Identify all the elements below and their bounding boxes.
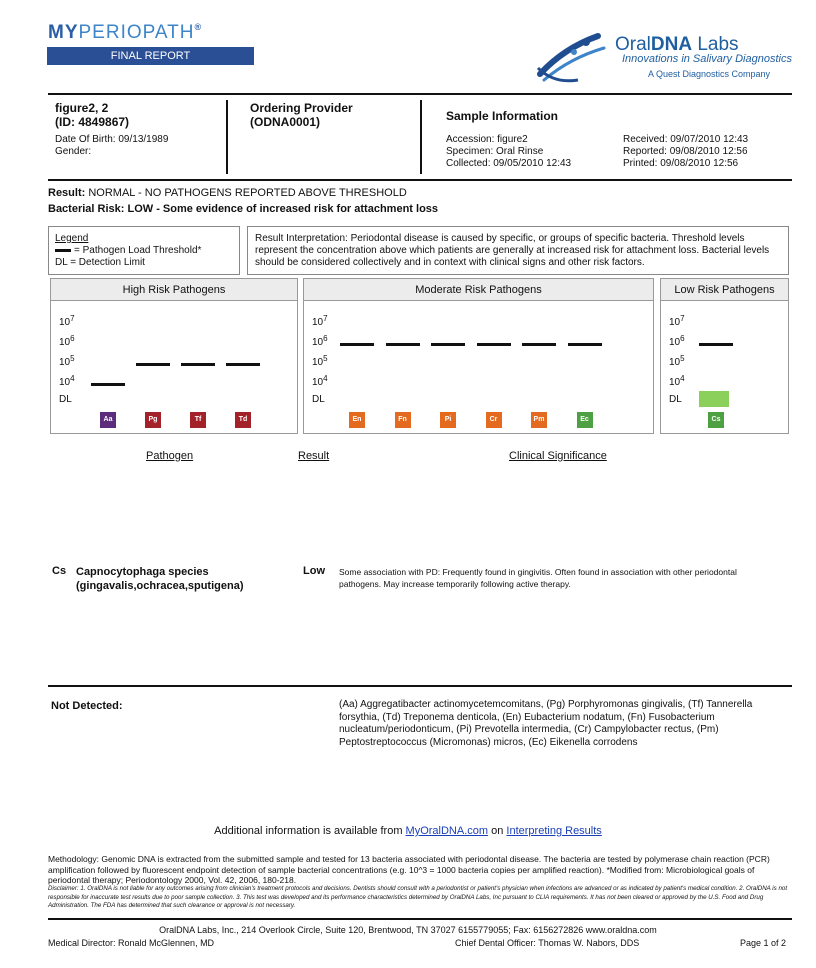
col-pathogen: Pathogen	[146, 450, 194, 462]
patient-gender: Gender:	[55, 146, 92, 157]
threshold-line-aa	[91, 383, 125, 386]
bacterial-risk	[48, 203, 438, 215]
finding-code: Cs	[52, 565, 67, 577]
interpretation-label: Result Interpretation:	[255, 233, 348, 244]
y-tick-label: $10^6$	[59, 334, 75, 348]
legend-threshold-text: = Pathogen Load Threshold*	[74, 245, 202, 256]
y-tick-label: $10^7$	[59, 314, 75, 328]
brand-reg: ®	[194, 22, 203, 32]
finding-name-1: Capnocytophaga species	[76, 566, 209, 578]
chart-title: High Risk Pathogens	[51, 279, 297, 301]
not-detected-list: (Aa) Aggregatibacter actinomycetemcomitans, (Pg) Porphyromonas gingivalis, (Tf) Tannerella forsythia, (Td) Treponema denticola, (En) Eubacterium nodatum, (Fn) Fusobacterium nucleatum/periodonticum, (Pi) Prevotella intermedia, (Cr) Campylobacter rectus, (Pm) Peptostreptococcus (Micromonas) micros, (Ec) Eikenella corrodens	[339, 699, 753, 748]
interpretation-box	[247, 226, 789, 275]
threshold-line-tf	[181, 363, 215, 366]
legend-dl: DL = Detection Limit	[55, 257, 145, 268]
disclaimer: Disclaimer: 1. OralDNA is not liable for any outcomes arising from clinician's treatment protocols and decisions. Dentists should consult with a periodontist or patient's physician when infections are advanced or as indicated by patient's medical condition. 2. OralDNA is not responsible for inaccurate test results due to poor sample collection. 3. This test was developed and its performance characteristics determined by OralDNA Labs, Inc pursuant to CLIA requirements. It has not been cleared or approved by the U.S. Food and Drug Administration. The FDA has determined that such clearance or approval is not necessary.	[48, 885, 788, 909]
finding-name	[76, 565, 244, 593]
ordering-provider-title: Ordering Provider	[250, 101, 353, 115]
level-bar-cs	[699, 391, 729, 407]
legend-box	[48, 226, 240, 275]
pathogen-badge-tf: Tf	[190, 412, 206, 428]
threshold-line-pi	[431, 343, 465, 346]
brand-logo	[48, 22, 202, 44]
col-clinical: Clinical Significance	[509, 450, 607, 462]
risk-label: Bacterial Risk: LOW	[48, 203, 154, 215]
finding-description: Some association with PD: Frequently found in gingivitis. Often found in association with other periodontal pathogens. May increase temporarily following active therapy.	[339, 567, 737, 589]
threshold-line-ec	[568, 343, 602, 346]
chart-moderate-risk	[303, 278, 654, 434]
sample-printed: Printed: 09/08/2010 12:56	[623, 158, 739, 169]
brand-periopath: PERIOPATH	[78, 22, 195, 43]
pathogen-badge-pm: Pm	[531, 412, 547, 428]
patient-dob: Date Of Birth: 09/13/1989	[55, 134, 169, 145]
y-tick-label: DL	[312, 394, 325, 405]
finding-level: Low	[303, 565, 325, 577]
interpreting-results-link[interactable]: Interpreting Results	[506, 825, 602, 837]
lab-name-dna: DNA	[650, 34, 693, 55]
methodology-text: Genomic DNA is extracted from the submitted sample and tested for 13 bacteria associated with periodontal disease. The bacteria are tested by polymerase chain reaction (PCR) amplification followed by fluorescent endpoint detection of sample bacterial concentrations (e.g. 10^3 = 1000 bacteria copies per amplified reaction). *Modified from: Microbiological goals of periodontal therapy; Periodontology 2000, Vol. 42, 2006, 180-218.	[48, 854, 770, 885]
patient-name: figure2, 2	[55, 101, 109, 115]
chart-high-risk	[50, 278, 298, 434]
header-divider-1	[226, 100, 228, 174]
threshold-line-fn	[386, 343, 420, 346]
y-tick-label: $10^4$	[312, 374, 328, 388]
y-tick-label: $10^6$	[312, 334, 328, 348]
header-bottom-rule	[48, 179, 792, 181]
lab-tagline: Innovations in Salivary Diagnostics	[622, 53, 792, 65]
pathogen-badge-en: En	[349, 412, 365, 428]
lab-quest: A Quest Diagnostics Company	[648, 69, 771, 79]
footer-page: Page 1 of 2	[740, 938, 787, 948]
chart-low-risk	[660, 278, 789, 434]
y-tick-label: $10^5$	[59, 354, 75, 368]
result-summary	[48, 187, 407, 199]
y-tick-label: $10^5$	[669, 354, 685, 368]
patient-id: (ID: 4849867)	[55, 115, 130, 129]
header-top-rule	[48, 93, 792, 95]
chart-title: Moderate Risk Pathogens	[304, 279, 653, 301]
footer-address: OralDNA Labs, Inc., 214 Overlook Circle, Suite 120, Brentwood, TN 37027 6155779055; Fax: 6156272826 www.oraldna.com	[159, 925, 657, 935]
sample-specimen: Specimen: Oral Rinse	[446, 146, 544, 157]
not-detected-rule	[48, 685, 792, 687]
y-tick-label: $10^7$	[312, 314, 328, 328]
threshold-dash-icon	[55, 249, 71, 252]
threshold-line-cs	[699, 343, 733, 346]
risk-text: - Some evidence of increased risk for attachment loss	[153, 203, 439, 215]
finding-name-2: (gingavalis,ochracea,sputigena)	[76, 580, 244, 592]
y-tick-label: $10^7$	[669, 314, 685, 328]
result-text: NORMAL - NO PATHOGENS REPORTED ABOVE THRESHOLD	[85, 187, 407, 199]
footer-director: Medical Director: Ronald McGlennen, MD	[48, 938, 215, 948]
sample-received: Received: 09/07/2010 12:43	[623, 134, 749, 145]
brand-my: MY	[48, 22, 79, 43]
lab-name-labs: Labs	[692, 34, 739, 55]
footer-cdo: Chief Dental Officer: Thomas W. Nabors, DDS	[455, 938, 640, 948]
additional-prefix: Additional information is available from	[214, 825, 406, 837]
y-tick-label: DL	[59, 394, 72, 405]
result-label: Result:	[48, 187, 86, 199]
myoraldna-link[interactable]: MyOralDNA.com	[405, 825, 489, 837]
pathogen-badge-td: Td	[235, 412, 251, 428]
sample-info-title: Sample Information	[446, 109, 559, 123]
y-tick-label: $10^6$	[669, 334, 685, 348]
lab-name-oral: Oral	[615, 34, 651, 55]
methodology-label: Methodology:	[48, 854, 100, 864]
header-divider-2	[420, 100, 422, 174]
sample-accession: Accession: figure2	[446, 134, 528, 145]
threshold-line-en	[340, 343, 374, 346]
y-tick-label: $10^4$	[59, 374, 75, 388]
pathogen-badge-cs: Cs	[708, 412, 724, 428]
additional-mid: on	[488, 825, 507, 837]
pathogen-badge-pi: Pi	[440, 412, 456, 428]
legend-title: Legend	[55, 233, 89, 244]
pathogen-badge-ec: Ec	[577, 412, 593, 428]
y-tick-label: $10^5$	[312, 354, 328, 368]
y-tick-label: DL	[669, 394, 682, 405]
pathogen-badge-cr: Cr	[486, 412, 502, 428]
not-detected-label: Not Detected:	[51, 700, 123, 712]
sample-collected: Collected: 09/05/2010 12:43	[446, 158, 572, 169]
threshold-line-td	[226, 363, 260, 366]
sample-reported: Reported: 09/08/2010 12:56	[623, 146, 748, 157]
chart-title: Low Risk Pathogens	[661, 279, 788, 301]
y-tick-label: $10^4$	[669, 374, 685, 388]
threshold-line-pg	[136, 363, 170, 366]
legend-threshold	[55, 245, 233, 257]
methodology	[48, 854, 792, 886]
dna-helix-logo-icon	[534, 28, 614, 86]
pathogen-badge-fn: Fn	[395, 412, 411, 428]
threshold-line-pm	[522, 343, 556, 346]
interpretation-text: Periodontal disease is caused by specific, or groups of specific bacteria. Threshold levels represent the concentration above which patients are generally at increased risk for attachment loss. Bacterial levels should be considered collectively and in context with clinical signs and other risk factors.	[255, 233, 770, 268]
pathogen-badge-pg: Pg	[145, 412, 161, 428]
ordering-provider-id: (ODNA0001)	[250, 115, 321, 129]
final-report-banner: FINAL REPORT	[47, 47, 254, 65]
additional-info	[0, 825, 816, 837]
threshold-line-cr	[477, 343, 511, 346]
pathogen-badge-aa: Aa	[100, 412, 116, 428]
footer-rule	[48, 918, 792, 920]
col-result: Result	[298, 450, 330, 462]
